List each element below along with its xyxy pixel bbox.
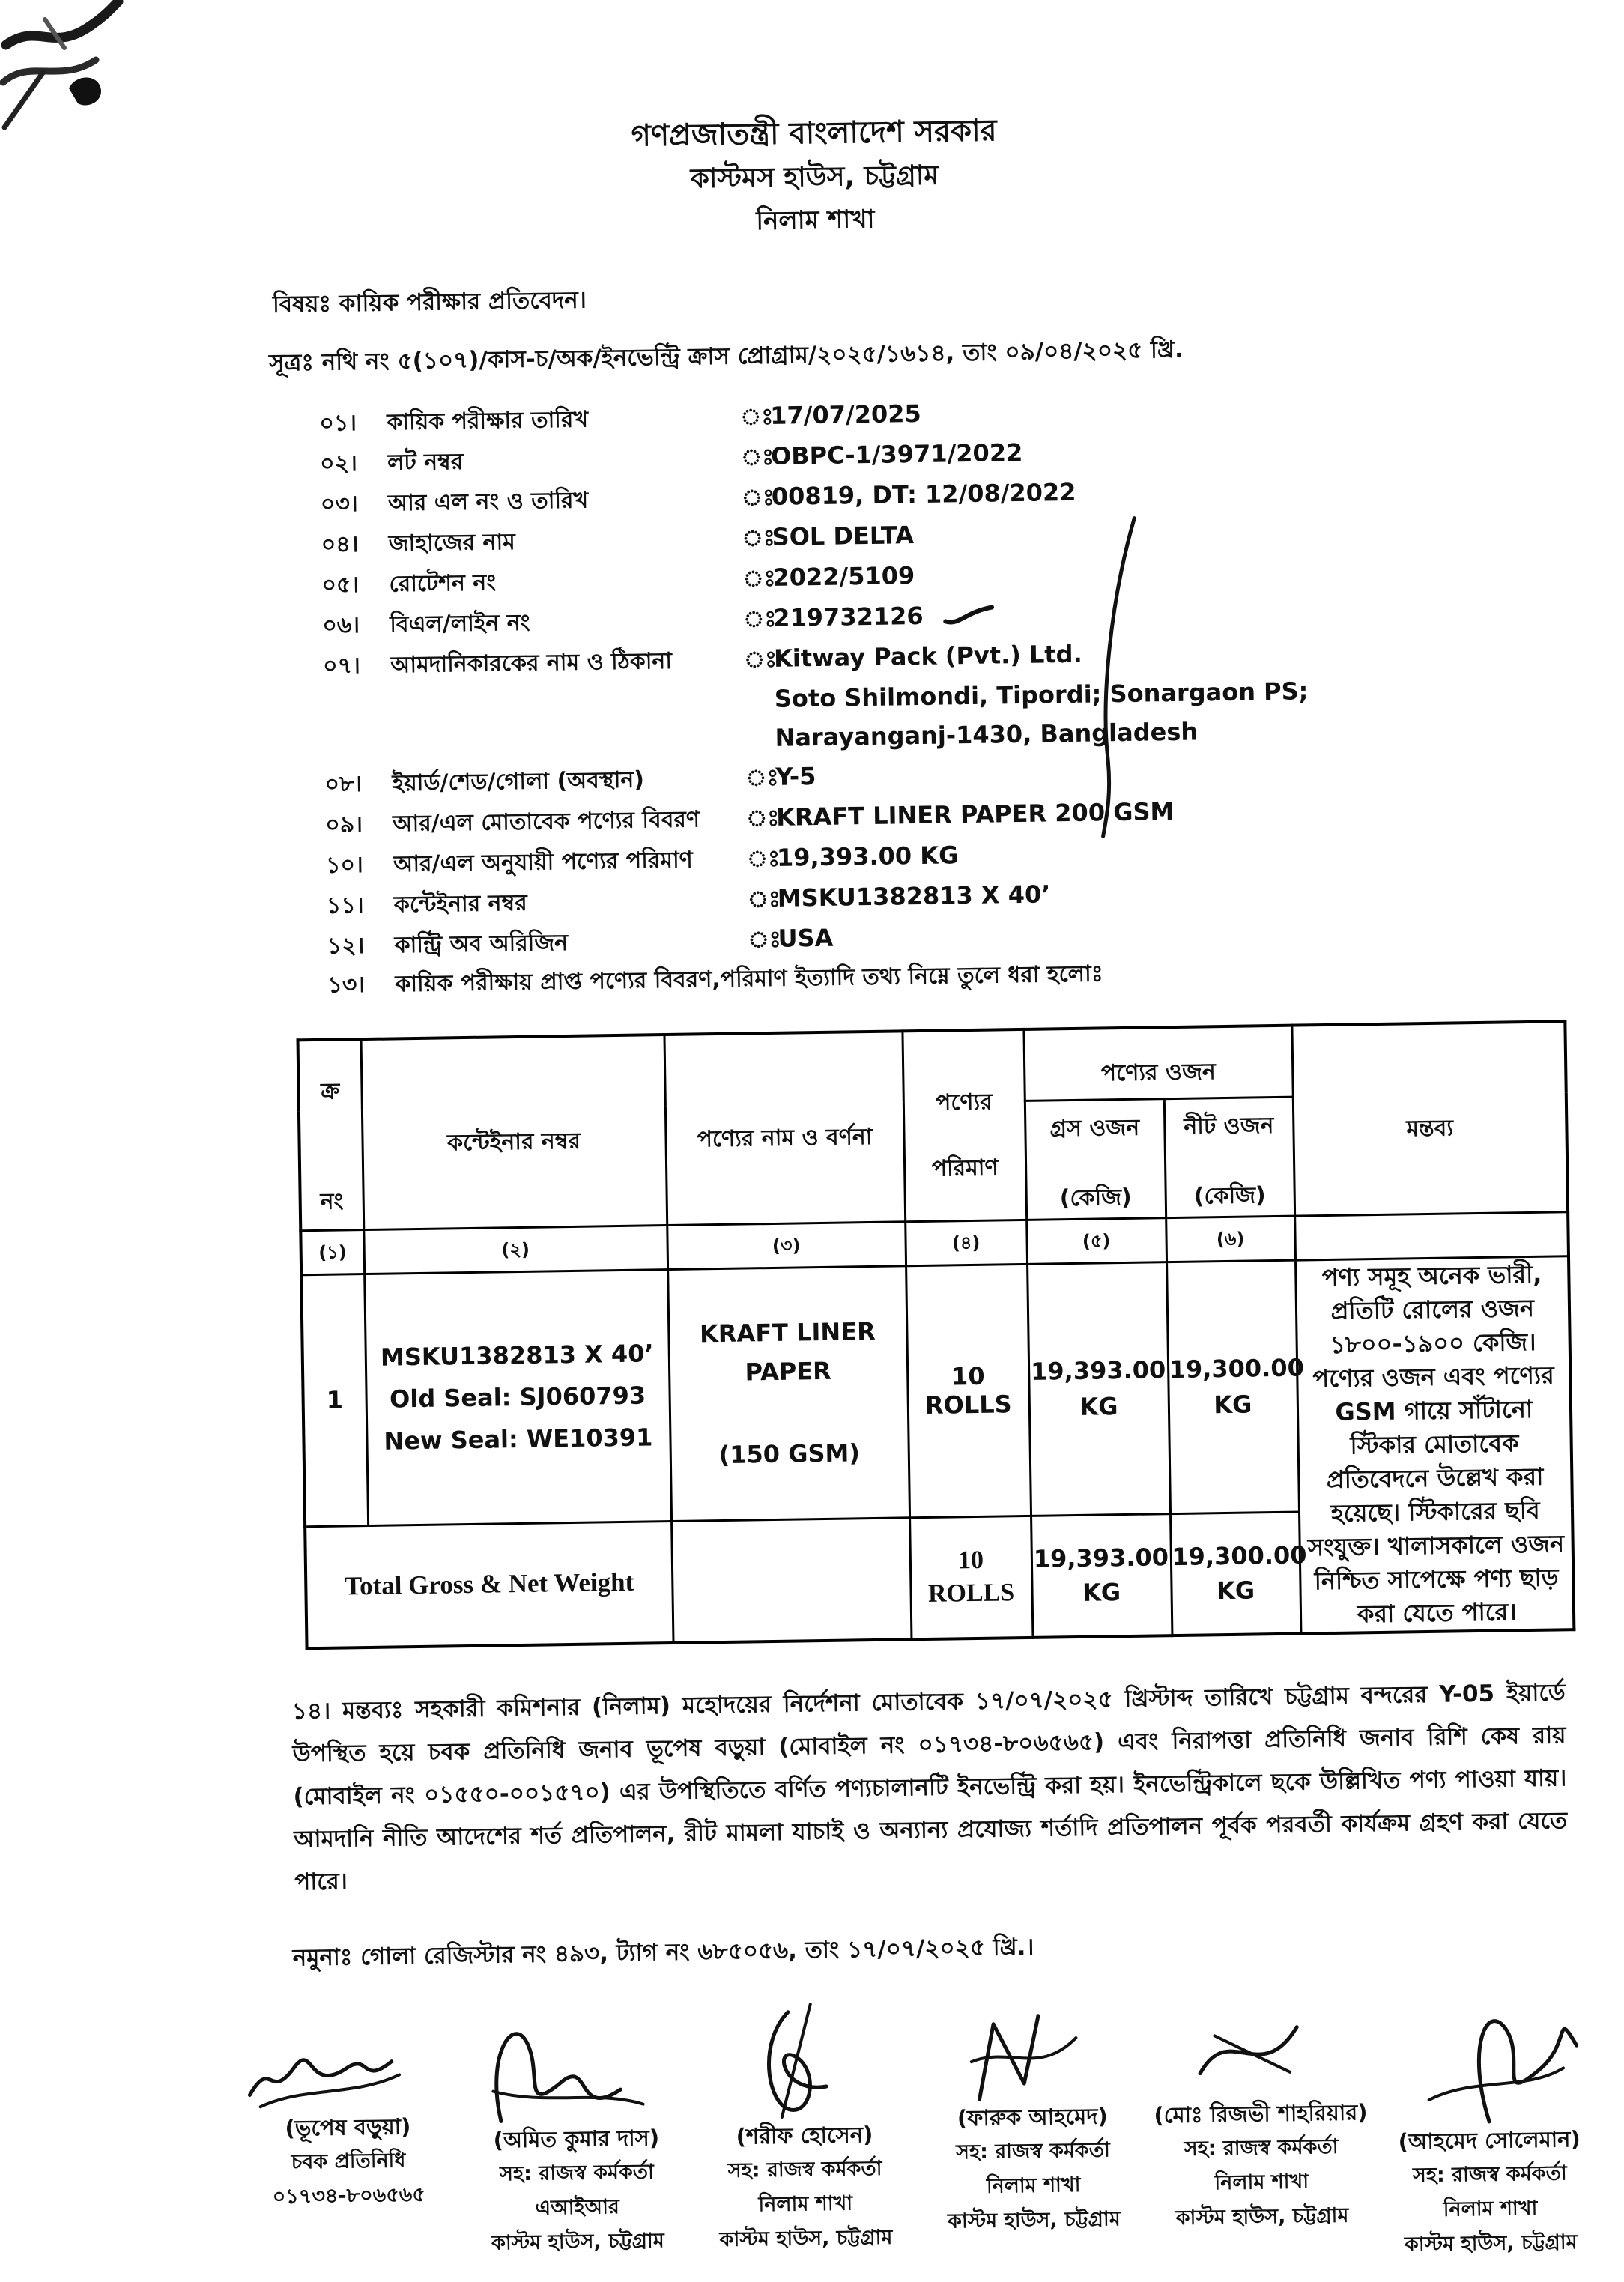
item-label: লট নম্বর xyxy=(387,448,464,476)
col-header-product: পণ্যের নাম ও বর্ণনা xyxy=(664,1031,905,1225)
signer-name: (শরীফ হোসেন) xyxy=(736,2121,873,2149)
item-value xyxy=(773,595,997,637)
item-number: ১৩। xyxy=(327,972,366,999)
item-value: Y-5 xyxy=(775,762,816,791)
item-number: ০১। xyxy=(319,410,357,437)
signature-6 xyxy=(1373,1985,1605,2262)
item-colon: ঃ xyxy=(748,926,781,954)
item-number: ০৯। xyxy=(325,811,363,838)
cell-product: KRAFT LINER PAPER (150 GSM) xyxy=(667,1265,909,1521)
signer-title: চবক প্রতিনিধি xyxy=(291,2148,406,2174)
item-number: ০৩। xyxy=(320,491,358,518)
item-colon: ঃ xyxy=(746,845,781,873)
remarks-paragraph-14: ১৪। মন্তব্যঃ সহকারী কমিশনার (নিলাম) মহোদয়ের নির্দেশনা মোতাবেক ১৭/০৭/২০২৫ খ্রিস্টাব্দ তারিখে চট্টগ্রাম বন্দরের Y-05 ইয়ার্ডে উপস্থিত হয়ে চবক প্রতিনিধি জনাব ভূপেষ বড়ুয়া (মোবাইল নং ০১৭৩৪-৮০৬৫৬৫) এবং নিরাপত্তা প্রতিনিধি জনাব রিশি কেষ রায় (মোবাইল নং ০১৫৫০-০০১৫৭০) এর উপস্থিতিতে বর্ণিত পণ্যচালানটি ইনভেন্ট্রি করা হয়। ইনভেন্ট্রিকালে ছকে উল্লিখিত পণ্য পাওয়া যায়। আমদানি নীতি আদেশের শর্ত প্রতিপালন, রীট মামলা যাচাই ও অন্যান্য প্রযোজ্য শর্তাদি প্রতিপালন পূর্বক পরবর্তী কার্যক্রম গ্রহণ করা যেতে পারে। xyxy=(291,1678,1568,1896)
signer-name: (ফারুক আহমেদ) xyxy=(957,2102,1108,2131)
subject-line: বিষয়ঃ কায়িক পরীক্ষার প্রতিবেদন। xyxy=(272,286,587,318)
signer-section: নিলাম শাখা xyxy=(986,2173,1081,2198)
signature-scribble xyxy=(241,2002,452,2117)
signature-2 xyxy=(460,1998,692,2275)
item-label: ইয়ার্ড/শেড/গোলা (অবস্থান) xyxy=(392,766,645,797)
signer-title: সহ: রাজস্ব কর্মকর্তা xyxy=(955,2137,1111,2164)
item-colon: ঃ xyxy=(740,444,775,471)
item-label: কন্টেইনার নম্বর xyxy=(393,889,527,918)
govt-title: গণপ্রজাতন্ত্রী বাংলাদেশ সরকার xyxy=(631,113,997,154)
item-colon: ঃ xyxy=(747,886,781,913)
sample-register-line: নমুনাঃ গোলা রেজিস্টার নং ৪৯৩, ট্যাগ নং ৬৮৫০৫৬, তাং ১৭/০৭/২০২৫ খ্রি.। xyxy=(292,1933,1034,1972)
item-value: 2022/5109 xyxy=(772,561,915,592)
cell-quantity: 10 ROLLS xyxy=(906,1264,1031,1518)
signer-section: নিলাম শাখা xyxy=(1443,2196,1538,2221)
column-number-blank xyxy=(1294,1211,1569,1259)
signature-scribble xyxy=(1154,1988,1365,2104)
signer-office: কাস্টম হাউস, চট্টগ্রাম xyxy=(1404,2230,1578,2257)
total-product-blank xyxy=(671,1518,911,1642)
cell-gross-weight: 19,393.00 KG xyxy=(1027,1262,1170,1516)
item-label: আমদানিকারকের নাম ও ঠিকানা xyxy=(390,647,673,679)
signer-name: (মোঃ রিজভী শাহরিয়ার) xyxy=(1154,2098,1368,2128)
table-row xyxy=(301,1256,1572,1527)
item-label: কায়িক পরীক্ষার তারিখ xyxy=(387,406,589,436)
cell-net-weight: 19,300.00 KG xyxy=(1166,1260,1299,1514)
item-value: 00819, DT: 12/08/2022 xyxy=(771,477,1076,511)
signer-office: কাস্টম হাউস, চট্টগ্রাম xyxy=(491,2228,664,2255)
col-header-quantity: পণ্যের পরিমাণ xyxy=(902,1029,1026,1221)
handwritten-tick-icon xyxy=(942,602,996,627)
item-number: ০৬। xyxy=(322,612,360,639)
signer-title: সহ: রাজস্ব কর্মকর্তা xyxy=(727,2156,882,2182)
item-colon: ঃ xyxy=(742,605,777,633)
item-label: বিএল/লাইন নং xyxy=(390,609,530,638)
cell-container: MSKU1382813 X 40’ Old Seal: SJ060793 New Seal: WE10391 xyxy=(364,1269,671,1526)
item-number: ১০। xyxy=(325,852,364,879)
table-header-row xyxy=(298,1021,1566,1111)
reference-line: সূত্রঃ নথি নং ৫(১০৭)/কাস-চ/অক/ইনভেন্ট্রি ক্রাস প্রোগ্রাম/২০২৫/১৬১৪, তাং ০৯/০৪/২০২৫ খ্রি. xyxy=(268,336,1184,377)
office-title: কাস্টমস হাউস, চট্টগ্রাম xyxy=(690,160,939,195)
col-header-net: নীট ওজন (কেজি) xyxy=(1164,1097,1294,1218)
item-label: কায়িক পরীক্ষায় প্রাপ্ত পণ্যের বিবরণ,পরিমাণ ইত্যাদি তথ্য নিম্নে তুলে ধরা হলোঃ xyxy=(395,960,1103,998)
item-colon: ঃ xyxy=(745,764,779,792)
signer-title: সহ: রাজস্ব কর্মকর্তা xyxy=(1412,2161,1567,2187)
branch-title: নিলাম শাখা xyxy=(756,204,875,237)
item-colon: ঃ xyxy=(743,646,778,674)
signature-1 xyxy=(232,2002,464,2279)
col-header-weight-group: পণ্যের ওজন xyxy=(1023,1026,1292,1101)
item-colon: ঃ xyxy=(745,805,780,832)
numbered-list xyxy=(319,384,1624,1005)
signature-scribble xyxy=(926,1991,1137,2107)
cell-serial: 1 xyxy=(301,1274,368,1527)
col-header-serial: ক্র নং xyxy=(298,1039,364,1230)
document-header xyxy=(1,99,1624,253)
signature-scribble xyxy=(470,1998,681,2128)
item-number: ১২। xyxy=(327,933,365,960)
signer-office: কাস্টম হাউস, চট্টগ্রাম xyxy=(947,2206,1121,2233)
item-label: আর/এল মোতাবেক পণ্যের বিবরণ xyxy=(392,806,700,838)
item-colon: ঃ xyxy=(742,524,776,552)
column-number-row: (১) (২) (৩) (৪) (৫) (৬) xyxy=(300,1211,1569,1274)
col-header-gross: গ্রস ওজন (কেজি) xyxy=(1025,1098,1166,1220)
item-number: ০৮। xyxy=(324,771,363,798)
signature-scribble xyxy=(697,1995,909,2125)
item-number: ০৫। xyxy=(321,572,360,599)
goods-table xyxy=(296,1020,1575,1650)
item-label: আর এল নং ও তারিখ xyxy=(387,487,589,517)
item-number: ১১। xyxy=(326,892,364,919)
importer-address-line: Soto Shilmondi, Tipordi; Sonargaon PS; xyxy=(774,677,1309,713)
total-gross-weight: 19,393.00 KG xyxy=(1031,1514,1172,1637)
item-value: Kitway Pack (Pvt.) Ltd. xyxy=(773,639,1082,673)
signature-block xyxy=(232,1985,1605,2279)
importer-address-line: Narayanganj-1430, Bangladesh xyxy=(775,717,1199,752)
signer-phone: ০১৭৩৪-৮০৬৫৬৫ xyxy=(272,2182,426,2209)
total-quantity: 10 ROLLS xyxy=(909,1516,1032,1639)
item-value: SOL DELTA xyxy=(772,521,915,551)
col-header-remarks: মন্তব্য xyxy=(1291,1021,1568,1215)
signer-office: কাস্টম হাউস, চট্টগ্রাম xyxy=(1175,2203,1349,2230)
total-net-weight: 19,300.00 KG xyxy=(1170,1512,1300,1635)
item-number: ০৭। xyxy=(322,653,361,680)
item-value: 19,393.00 KG xyxy=(776,841,959,872)
signer-title: সহ: রাজস্ব কর্মকর্তা xyxy=(499,2159,655,2186)
item-value: KRAFT LINER PAPER 200 GSM xyxy=(775,796,1175,832)
signer-name: (ভূপেষ বড়ুয়া) xyxy=(285,2113,411,2141)
signer-title: সহ: রাজস্ব কর্মকর্তা xyxy=(1184,2134,1339,2161)
signature-5 xyxy=(1145,1988,1377,2266)
item-number: ০২। xyxy=(319,450,358,477)
signer-office: কাস্টম হাউস, চট্টগ্রাম xyxy=(719,2225,893,2251)
signer-section: এআইআর xyxy=(535,2194,620,2220)
item-label: আর/এল অনুযায়ী পণ্যের পরিমাণ xyxy=(393,847,694,878)
signer-section: নিলাম শাখা xyxy=(758,2191,853,2216)
item-colon: ঃ xyxy=(742,565,776,593)
item-label: জাহাজের নাম xyxy=(388,528,516,557)
cell-remarks: পণ্য সমূহ অনেক ভারী, প্রতিটি রোলের ওজন ১৮০০-১৯০০ কেজি। পণ্যের ওজন এবং পণ্যের GSM গায়ে সাঁটানো স্টিকার মোতাবেক প্রতিবেদনে উল্লেখ করা হয়েছে। স্টিকারের ছবি সংযুক্ত। খালাসকালে ওজন নিশ্চিত সাপেক্ষে পণ্য ছাড় করা যেতে পারে। xyxy=(1295,1256,1574,1633)
item-label: কান্ট্রি অব অরিজিন xyxy=(394,929,569,959)
item-value: OBPC-1/3971/2022 xyxy=(770,438,1023,470)
item-colon: ঃ xyxy=(739,403,774,431)
item-colon: ঃ xyxy=(741,484,775,512)
signature-scribble xyxy=(1382,1985,1594,2130)
item-value: USA xyxy=(778,923,834,953)
item-number: ০৪। xyxy=(321,531,359,558)
col-header-container: কন্টেইনার নম্বর xyxy=(361,1035,667,1229)
item-value: 17/07/2025 xyxy=(769,399,921,430)
item-label: রোটেশন নং xyxy=(389,569,497,598)
total-label: Total Gross & Net Weight xyxy=(305,1522,673,1648)
item-value: MSKU1382813 X 40’ xyxy=(777,880,1051,913)
bl-number: 219732126 xyxy=(772,601,924,632)
signature-3 xyxy=(688,1995,921,2272)
pen-stroke-mark xyxy=(1079,512,1151,842)
signer-section: নিলাম শাখা xyxy=(1214,2169,1309,2194)
signature-4 xyxy=(917,1991,1149,2269)
signer-name: (অমিত কুমার দাস) xyxy=(493,2124,660,2153)
signer-name: (আহমেদ সোলেমান) xyxy=(1398,2125,1581,2155)
